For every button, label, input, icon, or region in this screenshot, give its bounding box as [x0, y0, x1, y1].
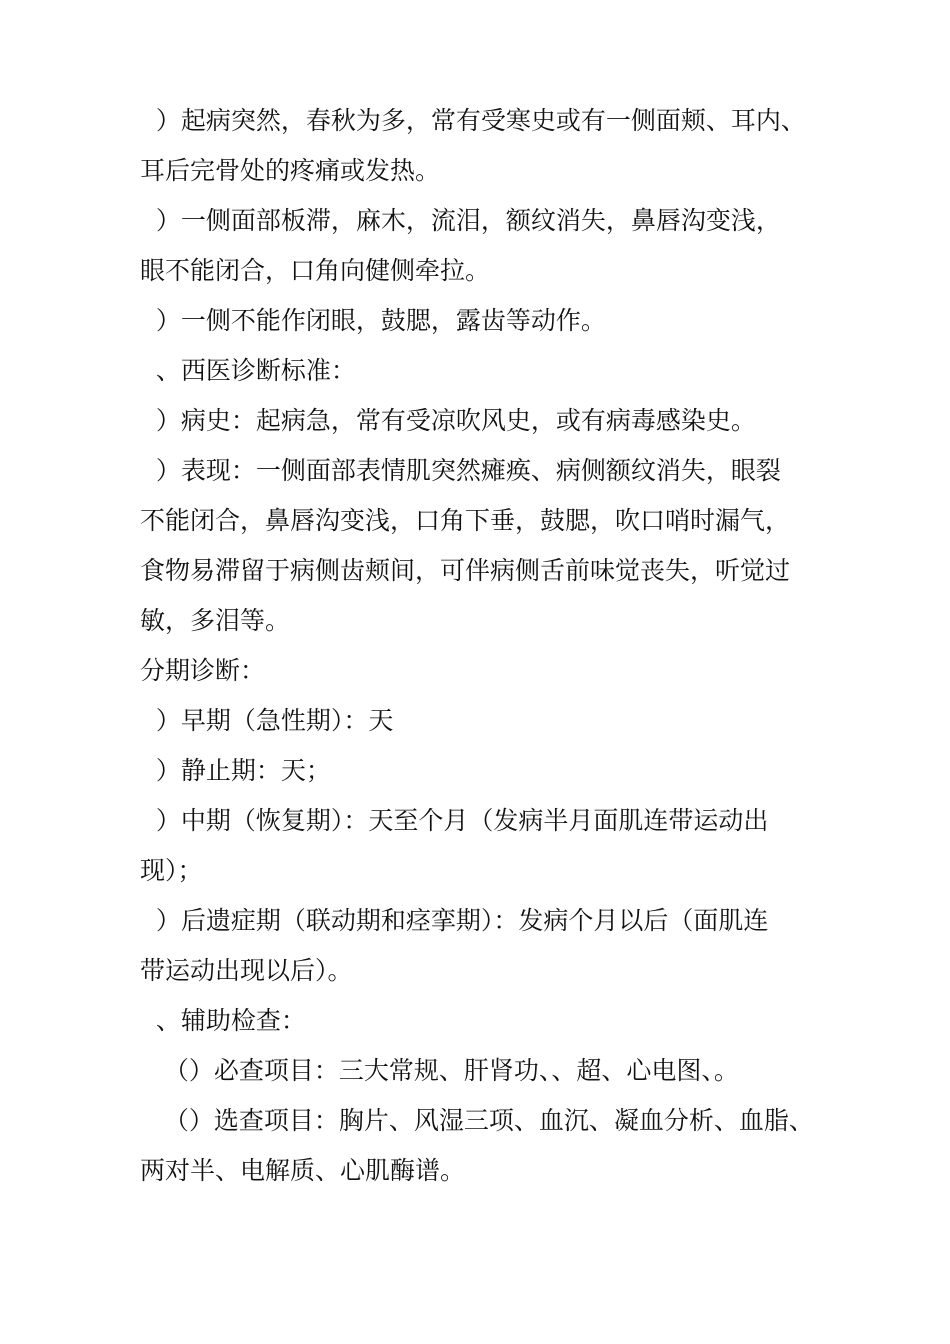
text-line: ）中期（恢复期）：天至个月（发病半月面肌连带运动出 — [140, 806, 769, 835]
text-line: 食物易滞留于病侧齿颊间，可伴病侧舌前味觉丧失，听觉过 — [140, 556, 791, 585]
text-line: 耳后完骨处的疼痛或发热。 — [140, 156, 441, 185]
section-heading: 、辅助检查： — [140, 1006, 306, 1035]
section-heading: 、西医诊断标准： — [140, 356, 356, 385]
text-line: ）病史：起病急，常有受凉吹风史，或有病毒感染史。 — [140, 406, 756, 435]
document-body — [140, 96, 820, 1196]
text-line: ）一侧不能作闭眼，鼓腮，露齿等动作。 — [140, 306, 606, 335]
text-line: ）起病突然，春秋为多，常有受寒史或有一侧面颊、耳内、 — [140, 106, 806, 135]
text-line: 眼不能闭合，口角向健侧牵拉。 — [140, 256, 491, 285]
text-line: 敏，多泪等。 — [140, 606, 291, 635]
text-line: ）表现：一侧面部表情肌突然瘫痪、病侧额纹消失，眼裂 — [140, 456, 781, 485]
text-line: ）一侧面部板滞，麻木，流泪，额纹消失，鼻唇沟变浅， — [140, 206, 781, 235]
text-line: 现）； — [140, 856, 203, 885]
text-line: （）选查项目：胸片、风湿三项、血沉、凝血分析、血脂、 — [140, 1106, 814, 1135]
text-line: （）必查项目：三大常规、肝肾功、、超、心电图、。 — [140, 1056, 739, 1085]
text-line: ）静止期：天； — [140, 756, 331, 785]
text-line: ）早期（急性期）：天 — [140, 706, 394, 735]
text-line: 不能闭合，鼻唇沟变浅，口角下垂，鼓腮，吹口哨时漏气， — [140, 506, 791, 535]
text-line: ）后遗症期（联动期和痉挛期）：发病个月以后（面肌连 — [140, 906, 769, 935]
section-heading: 分期诊断： — [140, 656, 266, 685]
text-line: 两对半、电解质、心肌酶谱。 — [140, 1156, 466, 1185]
text-line: 带运动出现以后）。 — [140, 956, 353, 985]
